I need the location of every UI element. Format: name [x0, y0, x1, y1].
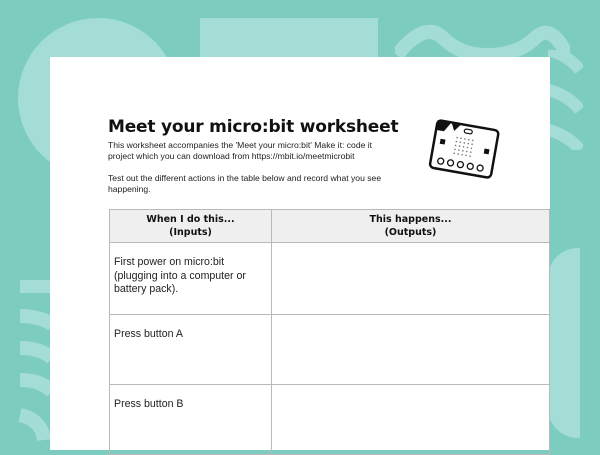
input-text: battery pack).	[114, 283, 179, 295]
header-line: This happens...	[369, 214, 452, 225]
outputs-column-header	[272, 210, 550, 243]
input-cell	[110, 315, 272, 385]
table-row	[110, 315, 550, 385]
intro-text	[108, 140, 428, 162]
instruction-line: Test out the different actions in the table below and record what you see	[108, 173, 382, 183]
background-stripes-decoration-right	[548, 50, 583, 150]
table-row	[110, 385, 550, 455]
input-text: Press button B	[114, 398, 184, 410]
input-text: First power on micro:bit	[114, 256, 225, 268]
intro-line: project which you can download from https://mbit.io/meetmicrobit	[108, 151, 355, 161]
output-cell[interactable]	[272, 315, 550, 385]
output-cell[interactable]	[272, 385, 550, 455]
background-stripes-decoration-left	[18, 280, 52, 450]
microbit-board-icon	[427, 119, 501, 181]
background-pill-decoration	[548, 248, 580, 438]
input-text: Press button A	[114, 328, 183, 340]
actions-table	[109, 209, 550, 455]
page-title: Meet your micro:bit worksheet	[108, 117, 399, 137]
output-cell[interactable]	[272, 243, 550, 315]
worksheet-page	[50, 57, 550, 450]
inputs-column-header	[110, 210, 272, 243]
input-cell	[110, 385, 272, 455]
input-text: (plugging into a computer or	[114, 269, 246, 282]
instruction-text	[108, 173, 448, 195]
header-line: When I do this...	[146, 214, 235, 225]
instruction-line: happening.	[108, 184, 151, 194]
table-row	[110, 243, 550, 315]
header-line: (Inputs)	[169, 227, 212, 238]
table-header-row	[110, 210, 550, 243]
intro-line: This worksheet accompanies the 'Meet your micro:bit' Make it: code it	[108, 140, 373, 150]
input-cell	[110, 243, 272, 315]
header-line: (Outputs)	[384, 227, 437, 238]
